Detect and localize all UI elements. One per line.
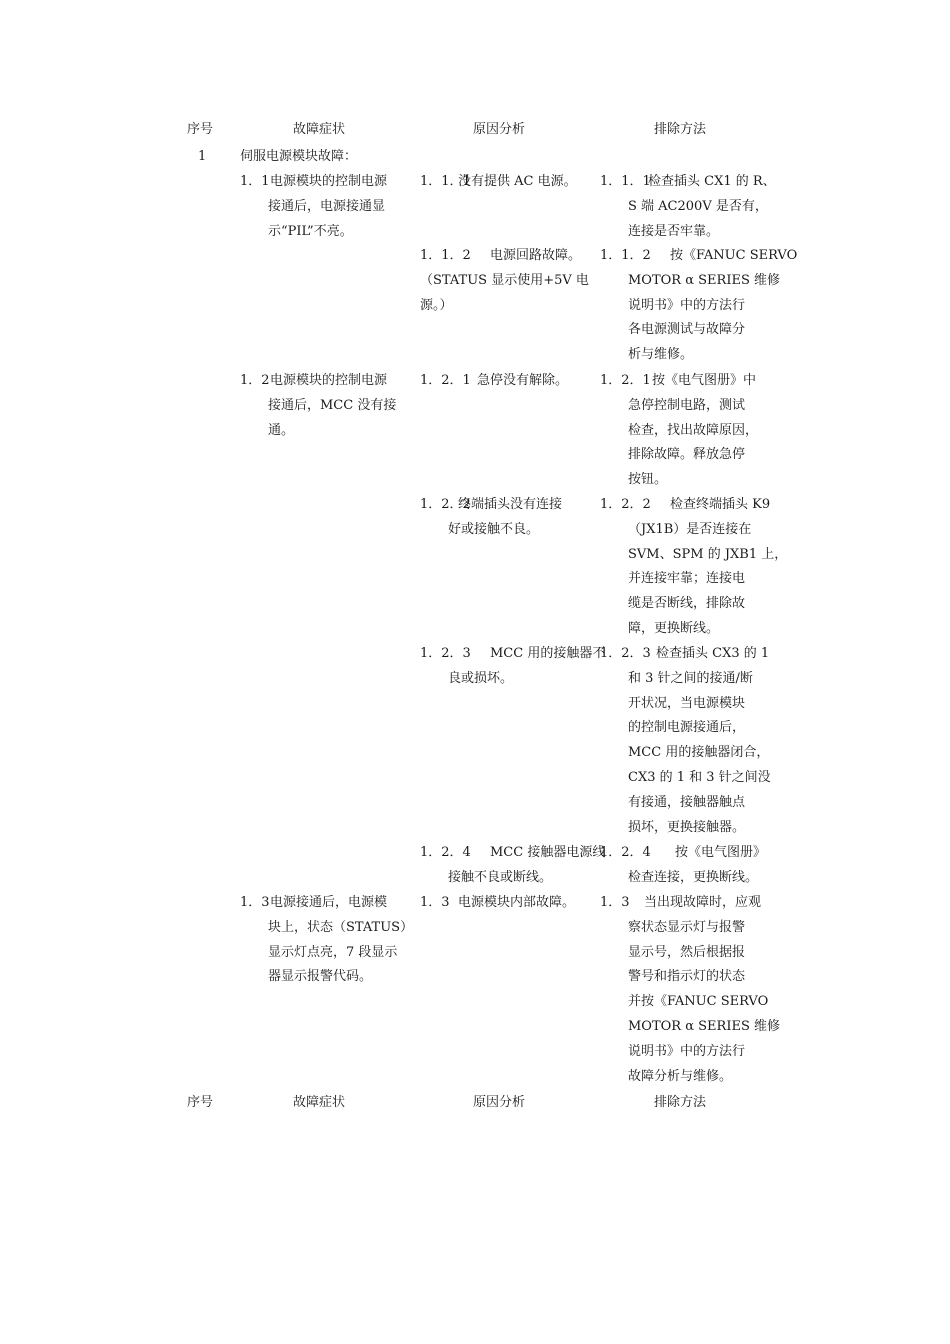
symptom-line: 接通后，MCC 没有接 bbox=[268, 397, 397, 413]
cause-line: 急停没有解除。 bbox=[477, 373, 569, 388]
remedy-line: MOTOR α SERIES 维修 bbox=[628, 1018, 780, 1034]
remedy-line: 说明书》中的方法行 bbox=[628, 1043, 746, 1059]
remedy-line: 并按《FANUC SERVO bbox=[628, 994, 769, 1010]
cause-number: 1．2．3 bbox=[420, 646, 471, 661]
remedy-line: 急停控制电路，测试 bbox=[628, 397, 746, 413]
remedy-line: 察状态显示灯与报警 bbox=[628, 919, 746, 935]
remedy-line: 析与维修。 bbox=[628, 347, 694, 363]
remedy-line: CX3 的 1 和 3 针之间没 bbox=[628, 769, 771, 785]
symptom-line: 电源接通后，电源模 bbox=[270, 895, 388, 910]
remedy-line: 并连接牢靠；连接电 bbox=[628, 571, 746, 587]
remedy-line: 按《电气图册》中 bbox=[652, 373, 757, 388]
item-number: 1 bbox=[198, 149, 207, 164]
remedy-line: 检查终端插头 K9 bbox=[670, 497, 771, 512]
remedy-line: MCC 用的接触器闭合， bbox=[628, 745, 770, 761]
header-symptom: 故障症状 bbox=[293, 1095, 346, 1110]
symptom-line: 器显示报警代码。 bbox=[268, 969, 373, 985]
remedy-number: 1．2．1 bbox=[600, 373, 651, 388]
symptom-line: 电源模块的控制电源 bbox=[270, 373, 388, 388]
cause-line: 终端插头没有连接 bbox=[458, 497, 563, 512]
cause-line: 良或损坏。 bbox=[448, 670, 514, 686]
remedy-line: 开状况，当电源模块 bbox=[628, 695, 746, 711]
remedy-line: 障，更换断线。 bbox=[628, 620, 720, 636]
remedy-line: 损坏，更换接触器。 bbox=[628, 819, 746, 835]
header-cause: 原因分析 bbox=[473, 1095, 526, 1110]
remedy-number: 1．2．3 bbox=[600, 646, 651, 661]
cause-line: 好或接触不良。 bbox=[448, 521, 540, 537]
remedy-number: 1．1．1 bbox=[600, 174, 651, 189]
remedy-line: 故障分析与维修。 bbox=[628, 1068, 733, 1084]
symptom-line: 电源模块的控制电源 bbox=[270, 174, 388, 189]
remedy-line: 连接是否牢靠。 bbox=[628, 223, 720, 239]
symptom-line: 通。 bbox=[268, 422, 295, 438]
symptom-line: 示“PIL”不亮。 bbox=[268, 223, 353, 239]
header-remedy: 排除方法 bbox=[654, 1095, 707, 1110]
header-remedy: 排除方法 bbox=[654, 122, 707, 137]
remedy-line: 各电源测试与故障分 bbox=[628, 322, 746, 338]
table-header-top bbox=[0, 118, 950, 143]
symptom-number: 1．1 bbox=[240, 174, 270, 189]
remedy-line: 的控制电源接通后， bbox=[628, 720, 746, 736]
header-seq: 序号 bbox=[187, 1095, 214, 1110]
remedy-line: 检查插头 CX3 的 1 bbox=[656, 646, 770, 661]
cause-line: 接触不良或断线。 bbox=[448, 869, 553, 885]
remedy-line: 当出现故障时，应观 bbox=[644, 895, 762, 910]
cause-line: 没有提供 AC 电源。 bbox=[458, 174, 577, 189]
cause-line: MCC 接触器电源线 bbox=[490, 845, 606, 860]
cause-number: 1．1．2 bbox=[420, 248, 471, 263]
symptom-number: 1．2 bbox=[240, 373, 270, 388]
remedy-number: 1．2．2 bbox=[600, 497, 651, 512]
remedy-line: 检查，找出故障原因， bbox=[628, 422, 759, 438]
remedy-line: 检查插头 CX1 的 R、 bbox=[648, 174, 776, 189]
remedy-line: 说明书》中的方法行 bbox=[628, 297, 746, 313]
remedy-line: MOTOR α SERIES 维修 bbox=[628, 272, 780, 288]
remedy-line: 按《FANUC SERVO bbox=[670, 248, 798, 263]
cause-number: 1．2．4 bbox=[420, 845, 471, 860]
remedy-line: SVM、SPM 的 JXB1 上， bbox=[628, 546, 788, 562]
remedy-number: 1．1．2 bbox=[600, 248, 651, 263]
remedy-line: 排除故障。释放急停 bbox=[628, 447, 746, 463]
remedy-line: 检查连接，更换断线。 bbox=[628, 869, 759, 885]
cause-line: 源。） bbox=[420, 297, 453, 313]
remedy-line: S 端 AC200V 是否有， bbox=[628, 198, 768, 214]
cause-number: 1．2．2 bbox=[420, 497, 471, 512]
cause-line: MCC 用的接触器不 bbox=[490, 646, 606, 661]
remedy-line: 缆是否断线，排除故 bbox=[628, 596, 746, 612]
item-title: 伺服电源模块故障： bbox=[240, 149, 358, 164]
cause-line: 电源回路故障。 bbox=[490, 248, 582, 263]
cause-number: 1．1．1 bbox=[420, 174, 471, 189]
header-cause: 原因分析 bbox=[473, 122, 526, 137]
remedy-line: 按《电气图册》 bbox=[675, 845, 767, 860]
cause-line: 电源模块内部故障。 bbox=[458, 895, 576, 910]
header-seq: 序号 bbox=[187, 122, 214, 137]
remedy-line: 有接通，接触器触点 bbox=[628, 794, 746, 810]
symptom-line: 块上，状态（STATUS） bbox=[268, 919, 414, 935]
cause-line: （STATUS 显示使用+5V 电 bbox=[420, 272, 589, 288]
remedy-line: 按钮。 bbox=[628, 472, 668, 488]
remedy-number: 1．2．4 bbox=[600, 845, 651, 860]
remedy-line: 和 3 针之间的接通/断 bbox=[628, 670, 753, 686]
table-header-bottom bbox=[0, 1091, 950, 1116]
cause-number: 1．2．1 bbox=[420, 373, 471, 388]
remedy-line: （JX1B）是否连接在 bbox=[628, 521, 752, 537]
cause-number: 1．3 bbox=[420, 895, 450, 910]
symptom-number: 1．3 bbox=[240, 895, 270, 910]
symptom-line: 接通后，电源接通显 bbox=[268, 198, 386, 214]
remedy-number: 1．3 bbox=[600, 895, 630, 910]
remedy-line: 警号和指示灯的状态 bbox=[628, 969, 746, 985]
header-symptom: 故障症状 bbox=[293, 122, 346, 137]
remedy-line: 显示号，然后根据报 bbox=[628, 944, 746, 960]
symptom-line: 显示灯点亮，7 段显示 bbox=[268, 944, 398, 960]
